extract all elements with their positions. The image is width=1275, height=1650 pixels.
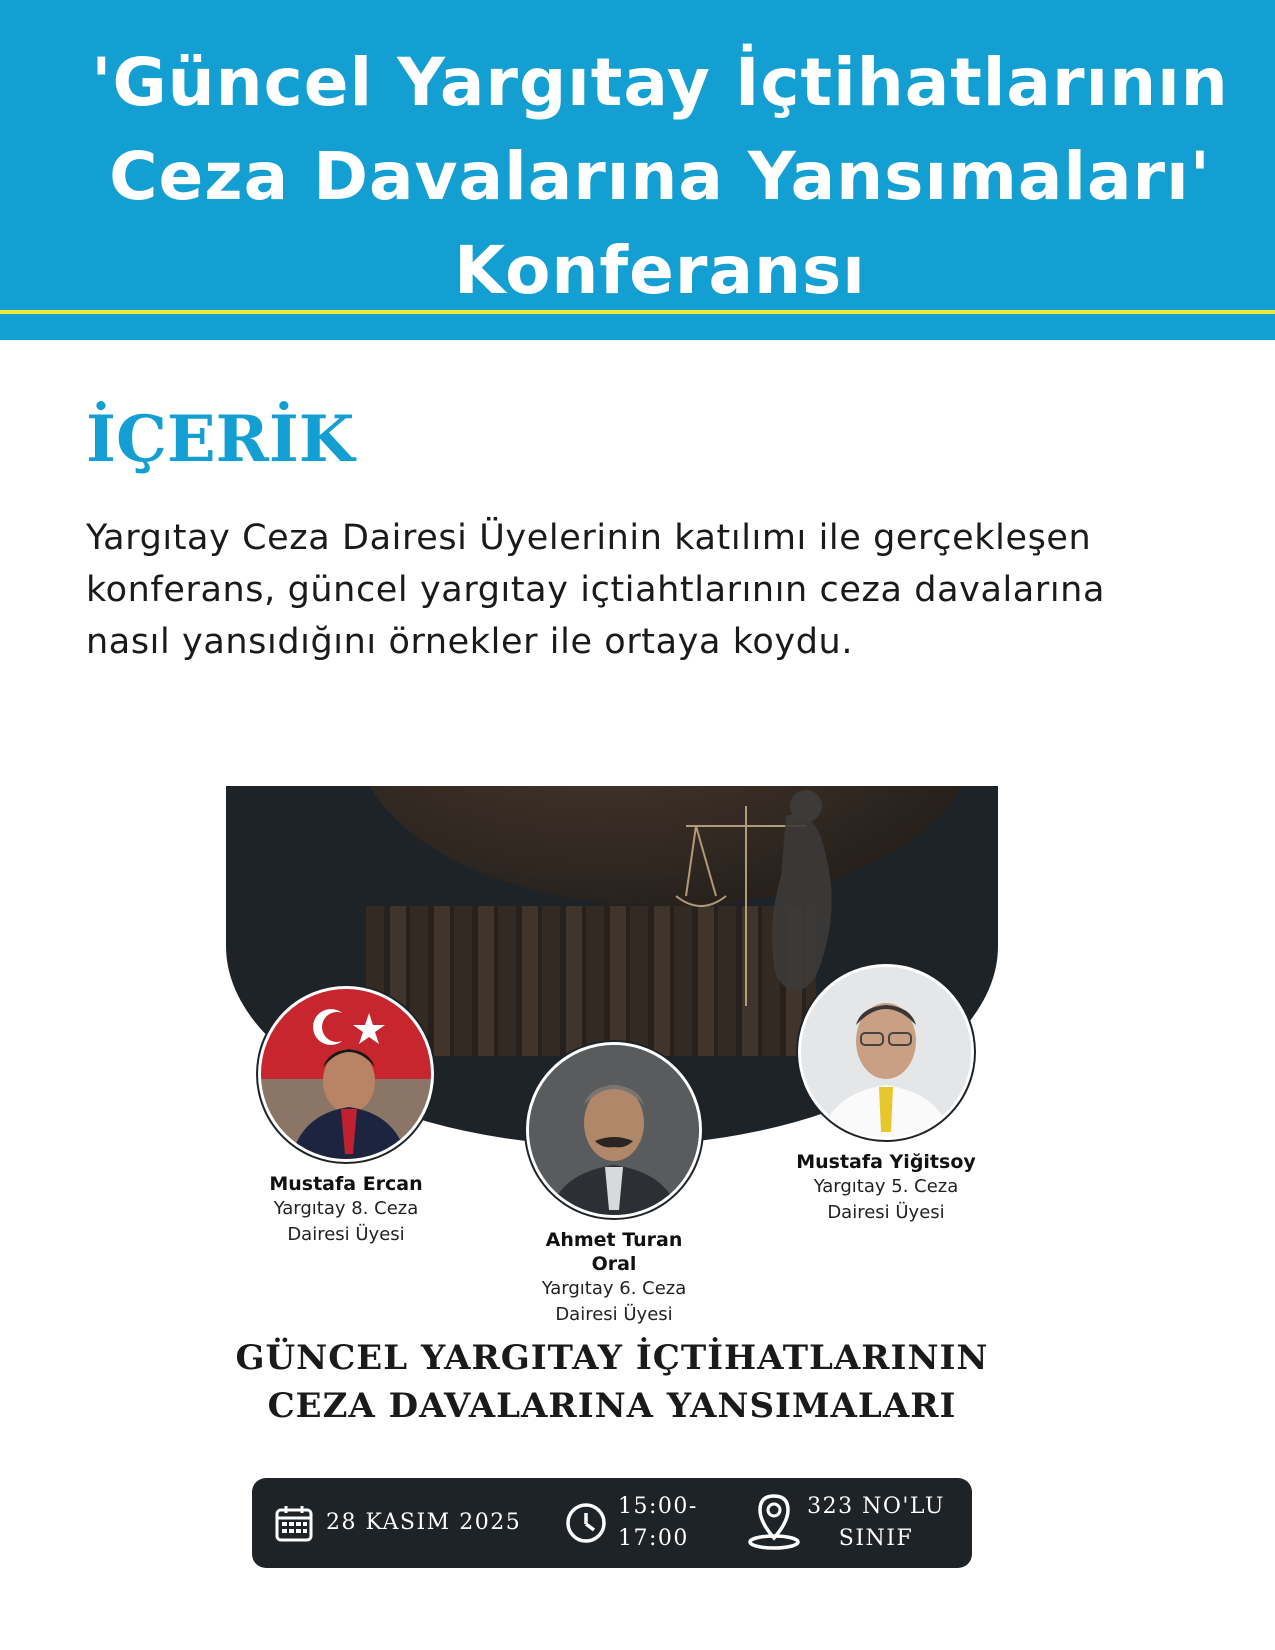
- clock-icon: [564, 1501, 608, 1545]
- portrait-icon: [261, 989, 431, 1159]
- poster-title-line-2: CEZA DAVALARINA YANSIMALARI: [267, 1386, 957, 1426]
- speaker-name: Mustafa Yiğitsoy: [796, 1151, 976, 1173]
- speaker-role: Dairesi Üyesi: [555, 1304, 673, 1325]
- poster-title-line-1: GÜNCEL YARGITAY İÇTİHATLARININ: [235, 1338, 989, 1378]
- date-item: [274, 1478, 524, 1568]
- section-heading: İÇERİK: [86, 402, 355, 477]
- speaker-card: [256, 986, 436, 1248]
- event-poster: [226, 786, 998, 1586]
- event-location-line-1: 323 NO'LU: [807, 1494, 945, 1519]
- speaker-photo: [258, 986, 434, 1162]
- event-time-end: 17:00: [618, 1526, 689, 1551]
- location-item: [744, 1478, 964, 1568]
- portrait-icon: [801, 967, 971, 1137]
- event-time-start: 15:00-: [618, 1494, 698, 1519]
- section-body-text: Yargıtay Ceza Dairesi Üyelerinin katılımı ile gerçekleşen konferans, güncel yargıtay içtiahtlarının ceza davalarına nasıl yansıdığını örnekler ile ortaya koydu.: [86, 518, 1106, 662]
- event-info-bar: [252, 1478, 972, 1568]
- location-pin-icon: [744, 1492, 804, 1552]
- speaker-role: Yargıtay 6. Ceza: [541, 1278, 687, 1299]
- speaker-photo: [798, 964, 974, 1140]
- speaker-name: Ahmet Turan Oral: [545, 1229, 683, 1275]
- title-line-2: Ceza Davalarına Yansımaları': [109, 138, 1211, 215]
- speaker-name: Mustafa Ercan: [269, 1173, 423, 1195]
- speaker-role: Yargıtay 8. Ceza: [273, 1198, 419, 1219]
- speaker-role: Dairesi Üyesi: [827, 1202, 945, 1223]
- speaker-role: Dairesi Üyesi: [287, 1224, 405, 1245]
- title-line-1: 'Güncel Yargıtay İçtihatlarının: [91, 44, 1229, 121]
- time-item: [564, 1478, 714, 1568]
- event-location-line-2: SINIF: [838, 1526, 914, 1551]
- calendar-icon: [274, 1503, 314, 1543]
- speaker-photo: [526, 1042, 702, 1218]
- portrait-icon: [529, 1045, 699, 1215]
- header-bottom-band: [0, 314, 1275, 340]
- title-line-3: Konferansı: [454, 232, 866, 309]
- speaker-card: [522, 1042, 706, 1328]
- poster-title: [226, 1334, 998, 1430]
- event-date: 28 KASIM 2025: [326, 1510, 522, 1535]
- header-banner: [0, 0, 1275, 310]
- speaker-role: Yargıtay 5. Ceza: [813, 1176, 959, 1197]
- page-title: [60, 36, 1260, 318]
- speaker-card: [796, 964, 976, 1226]
